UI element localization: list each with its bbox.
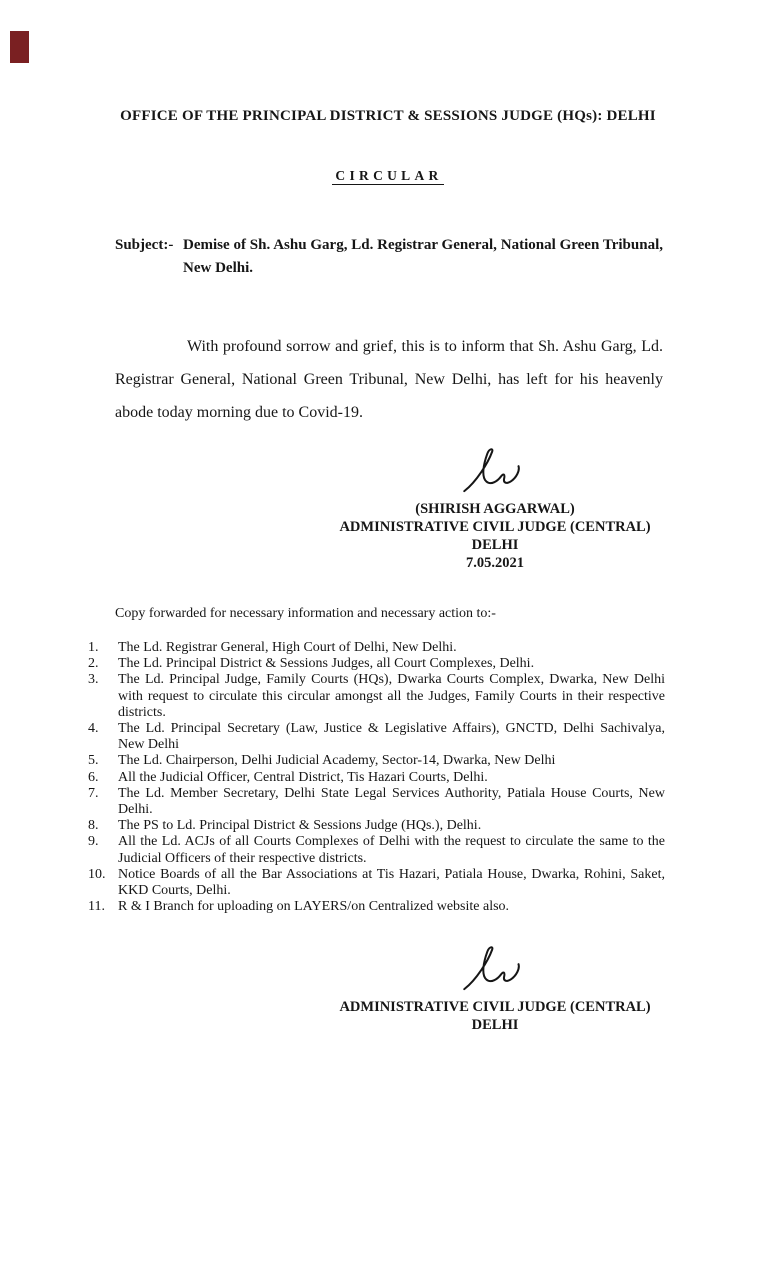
- recipient-number: 9.: [88, 834, 99, 850]
- recipient-text: The Ld. Registrar General, High Court of Delhi, New Delhi.: [118, 640, 457, 655]
- recipient-text: R & I Branch for uploading on LAYERS/on Centralized website also.: [118, 899, 510, 915]
- signatory-name: (SHIRISH AGGARWAL): [415, 501, 575, 517]
- subject-text: Demise of Sh. Ashu Garg, Ld. Registrar General, National Green Tribunal, New Delhi.: [183, 237, 663, 276]
- circular-title: [0, 167, 776, 185]
- recipient-text: The Ld. Principal Judge, Family Courts (HQs), Dwarka Courts Complex, Dwarka, New Delhi with request to circulate this circular amongst all the Judges, Family Courts in their respective districts.: [118, 672, 665, 720]
- recipient-number: 4.: [88, 721, 99, 737]
- recipient-text: The Ld. Principal Secretary (Law, Justice & Legislative Affairs), GNCTD, Delhi Sachivalya, New Delhi: [118, 721, 665, 753]
- signature-mark: [459, 944, 531, 992]
- copy-forwarded-line: Copy forwarded for necessary information and necessary action to:-: [115, 606, 496, 621]
- recipient-text: All the Ld. ACJs of all Courts Complexes of Delhi with the request to circulate the same to the Judicial Officers of their respective districts.: [118, 834, 665, 866]
- signatory-designation: ADMINISTRATIVE CIVIL JUDGE (CENTRAL): [339, 519, 651, 535]
- signature-mark: [459, 446, 531, 494]
- signature-block-top: [320, 446, 670, 572]
- recipient-item: [88, 672, 665, 721]
- recipient-item: [88, 818, 665, 834]
- recipient-item: [88, 899, 665, 915]
- recipient-number: 7.: [88, 785, 99, 801]
- recipients-list: [88, 640, 665, 915]
- signature-block-bottom: [320, 944, 670, 1034]
- corner-mark: [10, 31, 29, 63]
- recipient-text: The Ld. Chairperson, Delhi Judicial Academy, Sector-14, Dwarka, New Delhi: [118, 753, 556, 769]
- recipient-number: 10.: [88, 866, 106, 882]
- circular-title-text: CIRCULAR: [332, 168, 443, 185]
- recipient-item: [88, 786, 665, 818]
- recipient-item: [88, 834, 665, 866]
- recipient-number: 2.: [88, 656, 99, 672]
- signature-date: 7.05.2021: [466, 555, 524, 571]
- recipient-number: 1.: [88, 640, 99, 655]
- recipient-item: [88, 867, 665, 899]
- recipient-number: 3.: [88, 672, 99, 688]
- recipient-text: Notice Boards of all the Bar Associations at Tis Hazari, Patiala House, Dwarka, Rohini, Saket, KKD Courts, Delhi.: [118, 866, 665, 899]
- body-paragraph: With profound sorrow and grief, this is to inform that Sh. Ashu Garg, Ld. Registrar General, National Green Tribunal, New Delhi, has left for his heavenly abode today morning due to Covid-19.: [115, 338, 663, 421]
- recipient-item: [88, 640, 665, 656]
- subject-label: Subject:-: [115, 237, 174, 253]
- recipient-text: The Ld. Principal District & Sessions Judges, all Court Complexes, Delhi.: [118, 656, 535, 672]
- recipient-text: All the Judicial Officer, Central District, Tis Hazari Courts, Delhi.: [118, 769, 488, 785]
- recipient-number: 11.: [88, 899, 105, 915]
- signatory-place: DELHI: [471, 1017, 519, 1033]
- signatory-place: DELHI: [471, 537, 519, 553]
- recipient-text: The PS to Ld. Principal District & Sessions Judge (HQs.), Delhi.: [118, 818, 482, 834]
- recipient-number: 5.: [88, 753, 99, 769]
- recipient-item: [88, 770, 665, 786]
- signatory-designation: ADMINISTRATIVE CIVIL JUDGE (CENTRAL): [339, 999, 651, 1015]
- recipient-item: [88, 656, 665, 672]
- recipient-number: 6.: [88, 769, 99, 785]
- recipient-item: [88, 721, 665, 753]
- subject-line: [115, 234, 663, 280]
- recipient-item: [88, 753, 665, 769]
- office-header: OFFICE OF THE PRINCIPAL DISTRICT & SESSIONS JUDGE (HQs): DELHI: [120, 108, 656, 124]
- recipient-text: The Ld. Member Secretary, Delhi State Legal Services Authority, Patiala House Courts, New Delhi.: [118, 785, 665, 818]
- recipient-number: 8.: [88, 818, 99, 834]
